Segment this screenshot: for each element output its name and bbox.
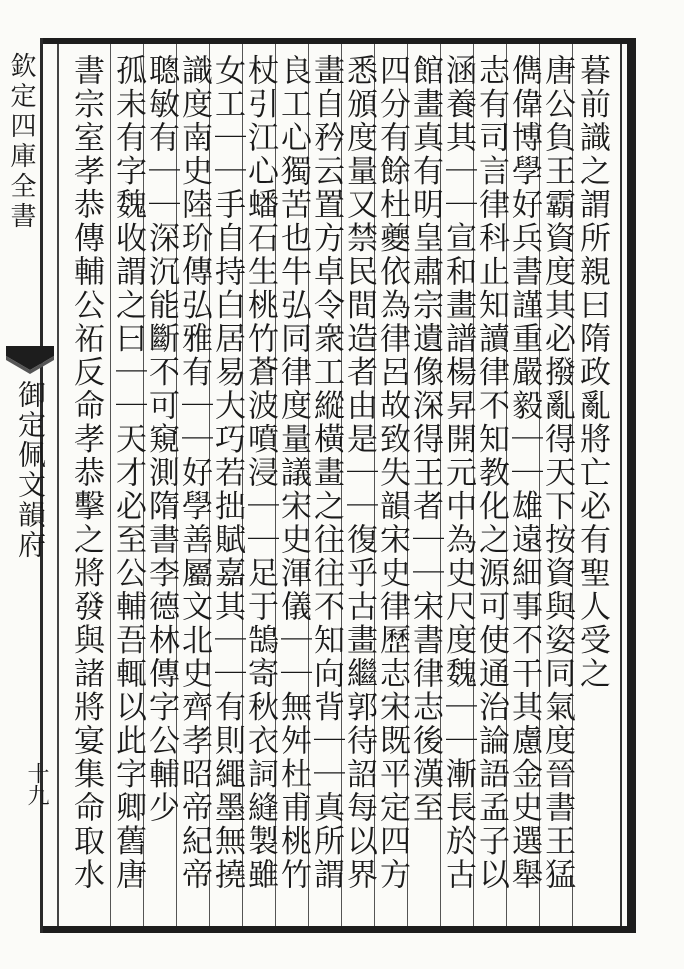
text-column: 書宗室孝恭傳輔公祏反命孝恭擊之將發與諸將宴集命取水 [68, 54, 104, 892]
text-column: 四分有餘杜夔依為律呂故致失韻宋史律歷志宋既平定四方 [374, 54, 410, 892]
frame-inner-rule [620, 44, 622, 926]
text-column: 畫自矜云置方卓令衆工縱橫畫之往往不知向背｜｜真所謂 [308, 54, 344, 892]
page-number: 十九 [24, 762, 49, 806]
text-column: 儁偉博學好兵書謹重嚴毅｜｜雄遠細事不干其慮金史選舉 [506, 54, 542, 892]
margin-rule [57, 44, 59, 926]
text-column: 孤未有字魏收謂之曰｜｜天才必至公輔吾輒以此字卿舊唐 [110, 54, 146, 892]
margin-column [0, 50, 56, 920]
text-column: 館畫真有明皇肅宗遺像深得王者｜｜宋書律志後漢至 [407, 54, 443, 825]
text-column: 識度南史陸玠傳弘雅有｜｜好學善屬文北史齊孝昭帝紀帝 [176, 54, 212, 892]
text-column: 女工｜｜手自持白居易大巧若拙賦嘉其｜｜有則繩墨無撓 [209, 54, 245, 892]
text-column: 杖引江心蟠石生桃竹蒼波噴浸｜｜足于鵠寄秋衣詞縫製雖 [242, 54, 278, 892]
frame-right-border [627, 38, 636, 933]
fishtail-mark-icon [4, 340, 56, 380]
text-column: 唐公負王霸資度其必撥亂得天下按資與姿同氣度晉書王猛 [539, 54, 575, 892]
text-column: 悉頒度量又禁民間造者由是｜｜復乎古畫繼郭待詔每以界 [341, 54, 377, 892]
margin-book-title: 欽定四庫全書 [6, 52, 36, 232]
frame-top-border [40, 38, 636, 44]
frame-bottom-border [40, 926, 636, 933]
text-column: 良工心獨苦也牛弘同律度量議宋史渾儀｜｜無舛杜甫桃竹 [275, 54, 311, 892]
text-column: 志有司言律科止知讀律不知教化之源可使通治論語孟子以 [473, 54, 509, 892]
text-column: 聰敏有｜｜深沉能斷不可窺測隋書李德林傳字公輔少 [143, 54, 179, 825]
margin-work-title: 御定佩文韻府 [14, 380, 47, 560]
text-column: 涵養其｜｜宣和畫譜楊昇開元中為史尺度魏｜｜漸長於古 [440, 54, 476, 892]
text-column: 暮前識之謂所親曰隋政亂將亡必有聖人受之 [574, 54, 610, 691]
